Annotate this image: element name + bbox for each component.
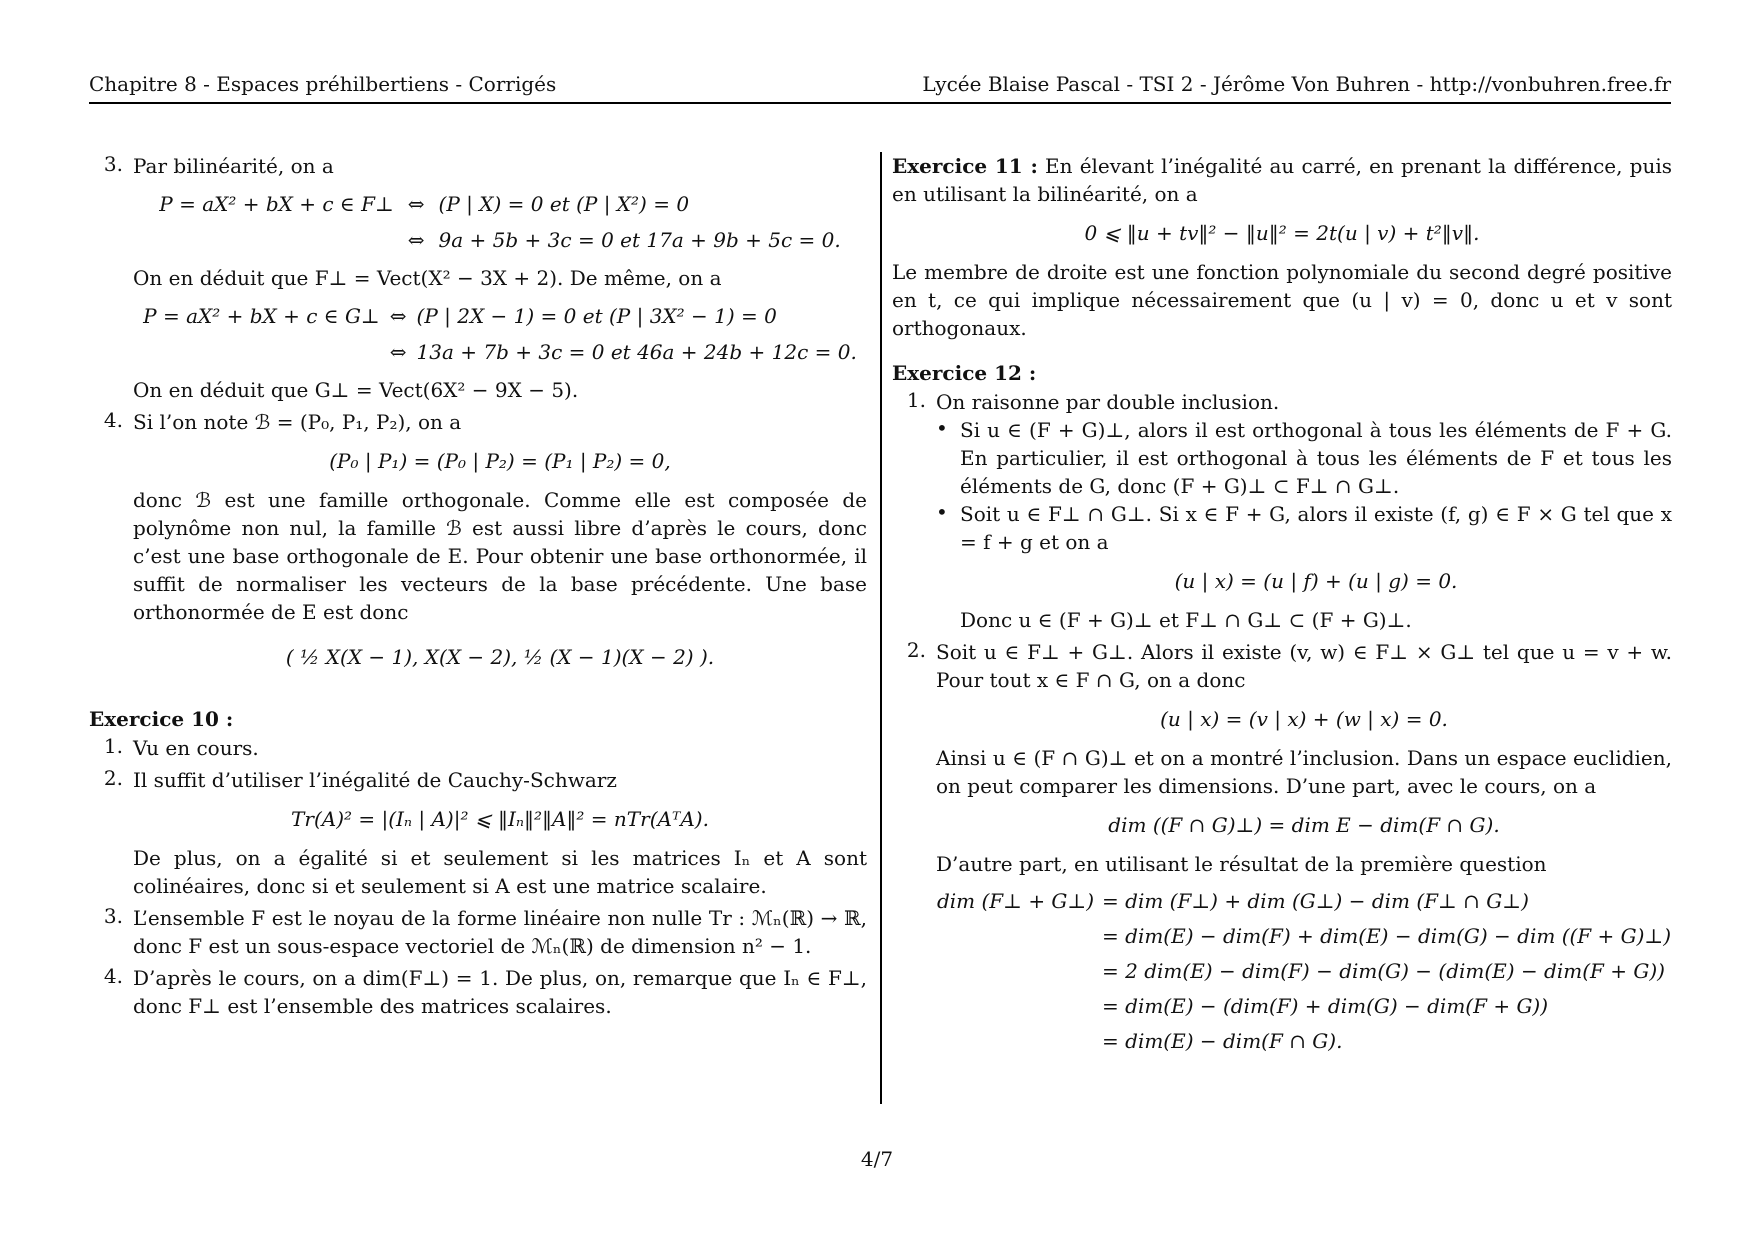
paragraph: En élevant l’inégalité au carré, en prenant la différence, puis en utilisant la bilinéarité, on a <box>892 154 1672 206</box>
paragraph: donc ℬ est une famille orthogonale. Comme elle est composée de polynôme non nul, la famille ℬ est aussi libre d’après le cours, donc c’est une base orthogonale de E. Pour obtenir une base orthonormée, il suffit de normaliser les vecteurs de la base précédente. Une base orthonormée de E est donc <box>133 488 867 624</box>
item-number: 4. <box>103 408 123 432</box>
left-column <box>89 152 867 1020</box>
bullet-item <box>936 416 1672 500</box>
exo10-item-1 <box>89 734 867 762</box>
paragraph: On en déduit que F⊥ = Vect(X² − 3X + 2). De même, on a <box>133 266 722 290</box>
paragraph: Ainsi u ∈ (F ∩ G)⊥ et on a montré l’inclusion. Dans un espace euclidien, on peut comparer les dimensions. D’une part, avec le cours, on a <box>936 746 1672 798</box>
paragraph: Si l’on note ℬ = (P₀, P₁, P₂), on a <box>133 410 462 434</box>
eq-cell <box>143 334 380 370</box>
eq-cell: = dim(E) − dim(F ∩ G). <box>1102 1029 1343 1053</box>
exo12-item-1 <box>892 388 1672 634</box>
eq-cell: ⇔ <box>407 228 425 252</box>
paragraph: D’autre part, en utilisant le résultat de la première question <box>936 852 1547 876</box>
eq-cell <box>936 919 1094 954</box>
bullet-item <box>936 500 1672 634</box>
paragraph: Le membre de droite est une fonction polynomiale du second degré positive en t, ce qui implique nécessairement que (u | v) = 0, donc u et v sont orthogonaux. <box>892 260 1672 340</box>
equation: 0 ⩽ ‖u + tv‖² − ‖u‖² = 2t(u | v) + t²‖v‖. <box>1084 221 1480 245</box>
eq-cell: = dim (F⊥) + dim (G⊥) − dim (F⊥ ∩ G⊥) <box>1102 889 1529 913</box>
exercise-12-title: Exercice 12 : <box>892 361 1037 385</box>
paragraph: De plus, on a égalité si et seulement si les matrices Iₙ et A sont colinéaires, donc si et seulement si A est une matrice scalaire. <box>133 846 867 898</box>
item-number: 3. <box>103 904 123 928</box>
right-column <box>892 152 1672 1065</box>
item-4 <box>89 408 867 688</box>
item-number: 3. <box>103 152 123 176</box>
exercise-11 <box>892 152 1672 208</box>
eq-cell: P = aX² + bX + c ∈ G⊥ <box>143 304 380 328</box>
eq-cell <box>936 989 1094 1024</box>
equation: Tr(A)² = |(Iₙ | A)|² ⩽ ‖Iₙ‖²‖A‖² = nTr(AᵀA). <box>291 807 709 831</box>
paragraph: Soit u ∈ F⊥ + G⊥. Alors il existe (v, w) ∈ F⊥ × G⊥ tel que u = v + w. Pour tout x ∈ F ∩ G, on a donc <box>936 640 1672 692</box>
eq-cell: ⇔ <box>389 304 407 328</box>
eq-cell: ⇔ <box>389 340 407 364</box>
item-number: 4. <box>103 964 123 988</box>
exercise-11-title: Exercice 11 : <box>892 154 1038 178</box>
eq-cell: ⇔ <box>407 192 425 216</box>
paragraph: On raisonne par double inclusion. <box>936 390 1280 414</box>
equation-block-G <box>133 298 867 370</box>
item-number: 1. <box>906 388 926 412</box>
eq-cell: dim (F⊥ + G⊥) <box>936 889 1095 913</box>
header-chapter: Chapitre 8 - Espaces préhilbertiens - Corrigés <box>89 72 557 96</box>
item-number: 1. <box>103 734 123 758</box>
equation-block-F <box>133 186 867 258</box>
eq-cell: P = aX² + bX + c ∈ F⊥ <box>159 192 394 216</box>
exo10-item-4 <box>89 964 867 1020</box>
paragraph: Si u ∈ (F + G)⊥, alors il est orthogonal à tous les éléments de F + G. En particulier, il est orthogonal à tous les éléments de F et tous les éléments de G, donc (F + G)⊥ ⊂ F⊥ ∩ G⊥. <box>960 418 1672 498</box>
page-header <box>89 72 1671 104</box>
eq-cell: (P | 2X − 1) = 0 et (P | 3X² − 1) = 0 <box>416 304 777 328</box>
paragraph: Soit u ∈ F⊥ ∩ G⊥. Si x ∈ F + G, alors il existe (f, g) ∈ F × G tel que x = f + g et on a <box>960 502 1672 554</box>
exo12-item-2 <box>892 638 1672 1065</box>
exo10-item-3 <box>89 904 867 960</box>
eq-cell: (P | X) = 0 et (P | X²) = 0 <box>438 192 690 216</box>
paragraph: Par bilinéarité, on a <box>133 154 334 178</box>
paragraph: On en déduit que G⊥ = Vect(6X² − 9X − 5). <box>133 378 579 402</box>
bullet-icon: • <box>936 416 948 440</box>
eq-cell <box>936 1024 1094 1059</box>
header-school: Lycée Blaise Pascal - TSI 2 - Jérôme Von Buhren - http://vonbuhren.free.fr <box>922 72 1671 96</box>
equation-chain <box>936 884 1672 1059</box>
paragraph: D’après le cours, on a dim(F⊥) = 1. De plus, on, remarque que Iₙ ∈ F⊥, donc F⊥ est l’ensemble des matrices scalaires. <box>133 966 867 1018</box>
equation: (P₀ | P₁) = (P₀ | P₂) = (P₁ | P₂) = 0, <box>329 449 671 473</box>
eq-cell: 13a + 7b + 3c = 0 et 46a + 24b + 12c = 0. <box>416 340 857 364</box>
equation: dim ((F ∩ G)⊥) = dim E − dim(F ∩ G). <box>1108 813 1500 837</box>
eq-cell <box>159 222 394 258</box>
paragraph: Donc u ∈ (F + G)⊥ et F⊥ ∩ G⊥ ⊂ (F + G)⊥. <box>960 608 1412 632</box>
item-3 <box>89 152 867 404</box>
page-number: 4/7 <box>860 1147 894 1171</box>
paragraph: Il suffit d’utiliser l’inégalité de Cauchy-Schwarz <box>133 768 617 792</box>
eq-cell: = dim(E) − (dim(F) + dim(G) − dim(F + G)) <box>1102 994 1549 1018</box>
bullet-icon: • <box>936 500 948 524</box>
column-divider <box>880 152 882 1104</box>
item-number: 2. <box>906 638 926 662</box>
exo10-item-2 <box>89 766 867 900</box>
equation-basis: ( ½ X(X − 1), X(X − 2), ½ (X − 1)(X − 2) ). <box>285 645 715 669</box>
eq-cell: = 2 dim(E) − dim(F) − dim(G) − (dim(E) − dim(F + G)) <box>1102 959 1665 983</box>
eq-cell <box>936 954 1094 989</box>
paragraph: Vu en cours. <box>133 736 259 760</box>
item-number: 2. <box>103 766 123 790</box>
equation: (u | x) = (u | f) + (u | g) = 0. <box>1174 569 1458 593</box>
eq-cell: 9a + 5b + 3c = 0 et 17a + 9b + 5c = 0. <box>438 228 841 252</box>
exercise-10-title: Exercice 10 : <box>89 707 234 731</box>
eq-cell: = dim(E) − dim(F) + dim(E) − dim(G) − dim ((F + G)⊥) <box>1102 924 1672 948</box>
paragraph: L’ensemble F est le noyau de la forme linéaire non nulle Tr : ℳₙ(ℝ) → ℝ, donc F est un sous-espace vectoriel de ℳₙ(ℝ) de dimension n² − 1. <box>133 906 867 958</box>
equation: (u | x) = (v | x) + (w | x) = 0. <box>1160 707 1448 731</box>
